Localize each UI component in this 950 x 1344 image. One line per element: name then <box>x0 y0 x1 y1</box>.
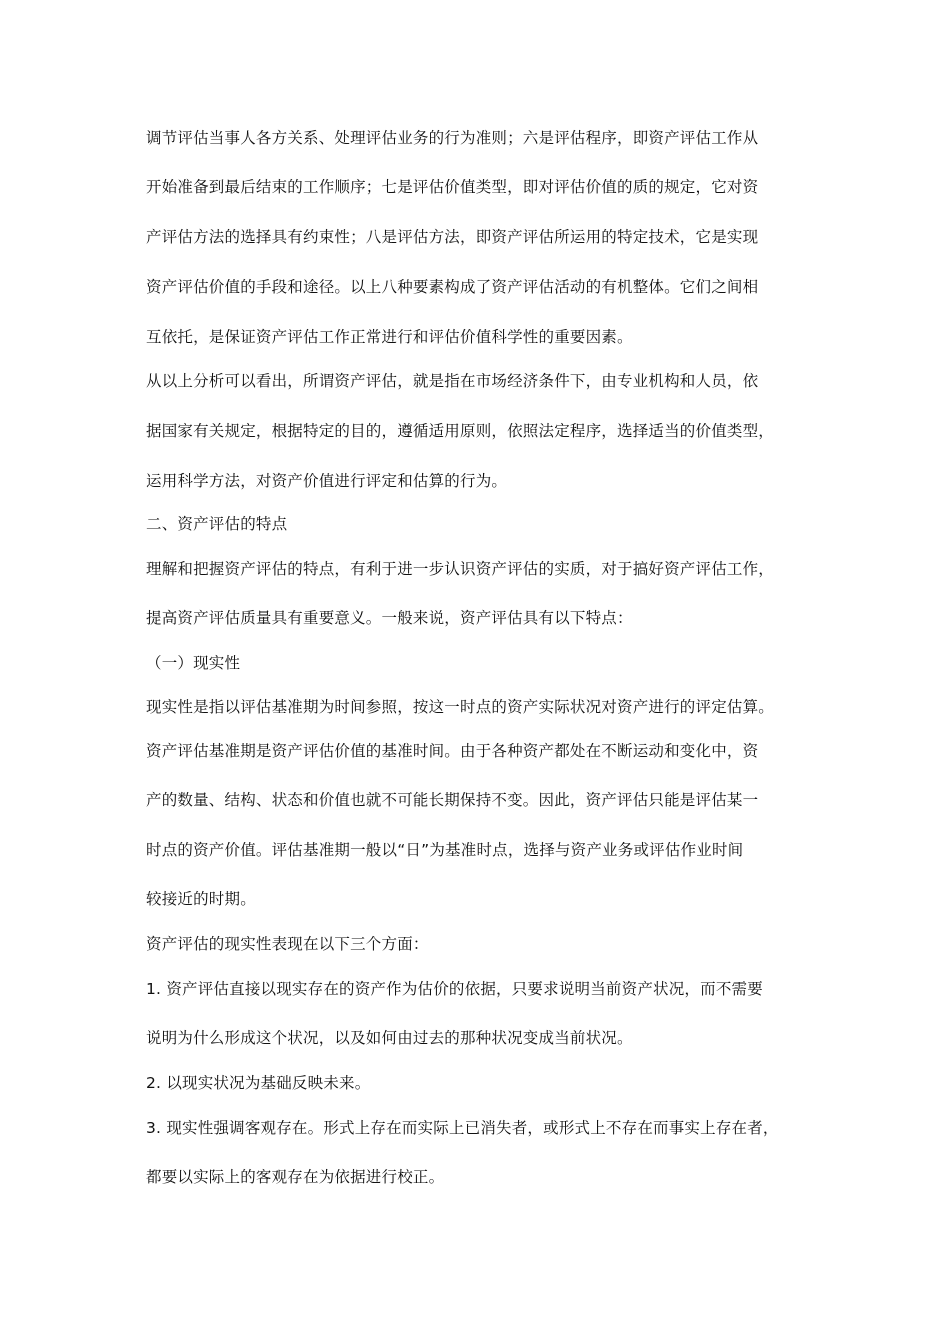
text-line: 提高资产评估质量具有重要意义。一般来说，资产评估具有以下特点： <box>146 609 633 627</box>
text-line: 从以上分析可以看出，所谓资产评估，就是指在市场经济条件下，由专业机构和人员，依 <box>146 372 759 390</box>
text-line: 调节评估当事人各方关系、处理评估业务的行为准则；六是评估程序，即资产评估工作从 <box>146 129 759 147</box>
text-line: 产的数量、结构、状态和价值也就不可能长期保持不变。因此，资产评估只能是评估某一 <box>146 791 759 809</box>
text-line: 理解和把握资产评估的特点，有利于进一步认识资产评估的实质，对于搞好资产评估工作， <box>146 560 775 578</box>
list-item: 3. 现实性强调客观存在。形式上存在而实际上已消失者，或形式上不存在而事实上存在者， <box>146 1119 779 1137</box>
text-line: 据国家有关规定，根据特定的目的，遵循适用原则，依照法定程序，选择适当的价值类型， <box>146 422 775 440</box>
text-line: 开始准备到最后结束的工作顺序；七是评估价值类型，即对评估价值的质的规定，它对资 <box>146 178 759 196</box>
subsection-heading: （一）现实性 <box>146 654 241 672</box>
text-line: 互依托，是保证资产评估工作正常进行和评估价值科学性的重要因素。 <box>146 328 633 346</box>
text-line: 时点的资产价值。评估基准期一般以“日”为基准时点，选择与资产业务或评估作业时间 <box>146 841 744 859</box>
text-line: 产评估方法的选择具有约束性；八是评估方法，即资产评估所运用的特定技术，它是实现 <box>146 228 759 246</box>
list-item: 2. 以现实状况为基础反映未来。 <box>146 1074 371 1092</box>
text-line: 资产评估的现实性表现在以下三个方面： <box>146 935 429 953</box>
section-heading: 二、资产评估的特点 <box>146 515 288 533</box>
text-line: 现实性是指以评估基准期为时间参照，按这一时点的资产实际状况对资产进行的评定估算。 <box>146 698 775 716</box>
text-line: 说明为什么形成这个状况，以及如何由过去的那种状况变成当前状况。 <box>146 1029 633 1047</box>
text-line: 较接近的时期。 <box>146 890 256 908</box>
list-item: 1. 资产评估直接以现实存在的资产作为估价的依据，只要求说明当前资产状况，而不需要 <box>146 980 763 998</box>
text-line: 都要以实际上的客观存在为依据进行校正。 <box>146 1168 445 1186</box>
text-line: 资产评估价值的手段和途径。以上八种要素构成了资产评估活动的有机整体。它们之间相 <box>146 278 759 296</box>
text-line: 运用科学方法，对资产价值进行评定和估算的行为。 <box>146 472 508 490</box>
text-line: 资产评估基准期是资产评估价值的基准时间。由于各种资产都处在不断运动和变化中，资 <box>146 742 759 760</box>
